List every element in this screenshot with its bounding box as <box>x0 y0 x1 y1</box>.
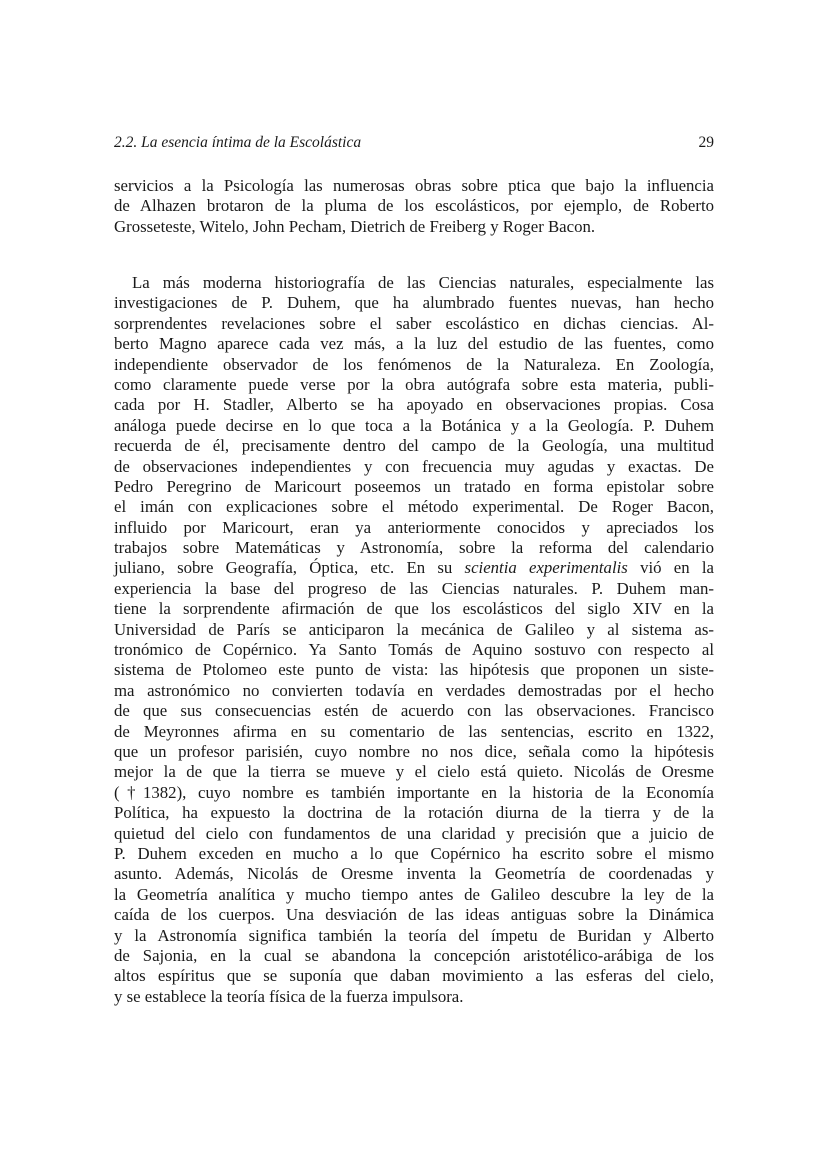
text-segment: vió en la <box>627 558 715 578</box>
paragraph-2 <box>114 273 714 1007</box>
text-line: y la Astronomía significa también la teoría del ímpetu de Buridan y Alberto <box>114 925 714 945</box>
text-line: sorprendentes revelaciones sobre el saber escolástico en dichas ciencias. Al- <box>114 313 714 333</box>
paragraph-1 <box>114 176 714 237</box>
text-line: experiencia la base del progreso de las Ciencias naturales. P. Duhem man- <box>114 578 714 598</box>
text-line: análoga puede decirse en lo que toca a la Botánica y a la Geología. P. Duhem <box>114 415 714 435</box>
text-line: independiente observador de los fenómenos de la Naturaleza. En Zoología, <box>114 354 714 374</box>
text-line: quietud del cielo con fundamentos de una claridad y precisión que a juicio de <box>114 823 714 843</box>
text-line: la Geometría analítica y mucho tiempo antes de Galileo descubre la ley de la <box>114 884 714 904</box>
text-line: servicios a la Psicología las numerosas obras sobre ptica que bajo la influencia <box>114 176 714 195</box>
text-line: y se establece la teoría física de la fuerza impulsora. <box>114 986 464 1006</box>
text-line: Universidad de París se anticiparon la mecánica de Galileo y al sistema as- <box>114 619 714 639</box>
text-line: altos espíritus que se suponía que daban movimiento a las esferas del cielo, <box>114 966 714 986</box>
running-header <box>114 133 714 153</box>
text-line: el imán con explicaciones sobre el método experimental. De Roger Bacon, <box>114 497 714 517</box>
text-line: asunto. Además, Nicolás de Oresme inventa la Geometría de coordenadas y <box>114 864 714 884</box>
text-line: trabajos sobre Matemáticas y Astronomía, sobre la reforma del calendario <box>114 538 714 558</box>
text-line: Grosseteste, Witelo, John Pecham, Dietrich de Freiberg y Roger Bacon. <box>114 216 596 236</box>
text-line: Política, ha expuesto la doctrina de la rotación diurna de la tierra y de la <box>114 803 714 823</box>
text-line: mejor la de que la tierra se mueve y el cielo está quieto. Nicolás de Oresme <box>114 762 714 782</box>
text-line: de Meyronnes afirma en su comentario de las sentencias, escrito en 1322, <box>114 721 714 741</box>
text-line: P. Duhem exceden en mucho a lo que Copérnico ha escrito sobre el mismo <box>114 843 714 863</box>
text-line: (†1382), cuyo nombre es también importante en la historia de la Economía <box>114 782 714 802</box>
text-line: de Sajonia, en la cual se abandona la concepción aristotélico-arábiga de los <box>114 945 714 965</box>
text-line: cada por H. Stadler, Alberto se ha apoyado en observaciones propias. Cosa <box>114 395 714 415</box>
text-line: como claramente puede verse por la obra autógrafa sobre esta materia, publi- <box>114 374 714 394</box>
text-line: de Alhazen brotaron de la pluma de los escolásticos, por ejemplo, de Roberto <box>114 196 714 216</box>
text-line: recuerda de él, precisamente dentro del campo de la Geología, una multitud <box>114 436 714 456</box>
text-line: investigaciones de P. Duhem, que ha alumbrado fuentes nuevas, han hecho <box>114 293 714 313</box>
text-line: de que sus consecuencias estén de acuerdo con las observaciones. Francisco <box>114 701 714 721</box>
text-line: tronómico de Copérnico. Ya Santo Tomás de Aquino sostuvo con respecto al <box>114 640 714 660</box>
page-number: 29 <box>698 134 714 151</box>
italic-term: scientia experimentalis <box>464 558 628 578</box>
text-line: berto Magno aparece cada vez más, a la luz del estudio de las fuentes, como <box>114 334 714 354</box>
text-line: que un profesor parisién, cuyo nombre no nos dice, señala como la hipótesis <box>114 741 714 761</box>
text-line: tiene la sorprendente afirmación de que los escolásticos del siglo XIV en la <box>114 599 714 619</box>
text-segment: juliano, sobre Geografía, Óptica, etc. En su <box>114 558 465 578</box>
text-line: La más moderna historiografía de las Ciencias naturales, especialmente las <box>132 273 714 292</box>
text-line: sistema de Ptolomeo este punto de vista: las hipótesis que proponen un siste- <box>114 660 714 680</box>
text-line: ma astronómico no convierten todavía en verdades demostradas por el hecho <box>114 680 714 700</box>
text-line <box>114 558 714 578</box>
text-line: influido por Maricourt, eran ya anteriormente conocidos y apreciados los <box>114 517 714 537</box>
text-line: Pedro Peregrino de Maricourt poseemos un tratado en forma epistolar sobre <box>114 476 714 496</box>
text-line: caída de los cuerpos. Una desviación de las ideas antiguas sobre la Dinámica <box>114 905 714 925</box>
text-line: de observaciones independientes y con frecuencia muy agudas y exactas. De <box>114 456 714 476</box>
chapter-section-title: 2.2. La esencia íntima de la Escolástica <box>114 134 362 151</box>
